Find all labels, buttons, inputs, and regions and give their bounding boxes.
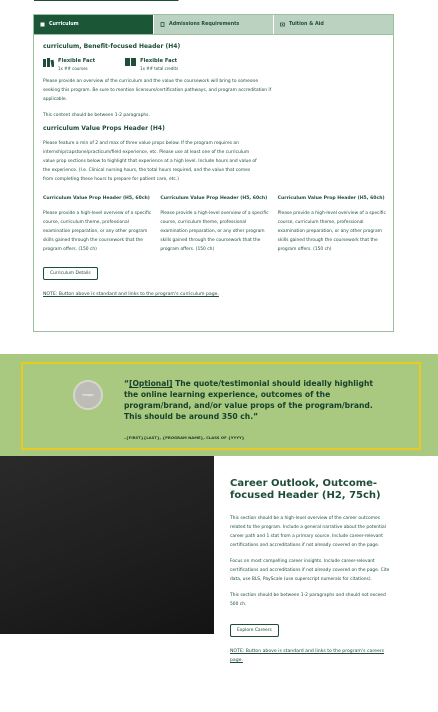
explore-careers-button[interactable]: Explore Careers (230, 624, 279, 637)
value-prop-column (43, 196, 153, 254)
value-prop-title: Curriculum Value Prop Header (H5, 60ch) (277, 196, 385, 201)
career-section (230, 478, 390, 665)
career-header: Career Outlook, Outcome-focused Header (H2, 75ch) (230, 478, 381, 501)
books-icon (43, 58, 54, 67)
testimonial-quote (124, 378, 374, 422)
facts-row (43, 58, 388, 71)
top-note (34, 0, 179, 1)
curriculum-panel (43, 43, 388, 297)
fact-credits (125, 58, 178, 71)
curriculum-header: curriculum, Benefit-focused Header (H4) (43, 43, 181, 50)
value-props-columns (43, 196, 388, 254)
open-book-icon (125, 58, 136, 66)
fact-title: Flexible Fact (58, 58, 96, 64)
career-paragraph: Focus on most compelling career insights. Include career-relevant certifications and accreditations if not already covered on the page. Cite data, use BLS, PayScale (use superscript numerals for citations). (230, 559, 390, 582)
career-button-note[interactable]: NOTE: Button above is standard and links to the program's careers page. (230, 649, 385, 663)
value-prop-title: Curriculum Value Prop Header (H5, 60ch) (43, 196, 150, 201)
fact-subtitle: 1x ## total credits (140, 66, 179, 71)
tab-label: Curriculum (49, 22, 79, 27)
avatar (73, 380, 103, 410)
testimonial-band (0, 354, 438, 456)
testimonial-attribution: –{FIRST}{LAST}, {PROGRAM NAME}, CLASS OF {YYYY} (124, 435, 245, 440)
tab-curriculum[interactable] (34, 15, 154, 34)
value-props-intro: Please feature a min of 2 and max of three value props below. If the program requires an internship/capstone/practicum/field experience, etc. Please use at least one of the curriculum value prop sections below to highlight that experience at a high level. Include hours and value of the experience. (I.e. Clinical nursing hours, the total hours required, and the value that comes from completing these hours to prepare for patient care, etc.) (43, 141, 257, 182)
clipboard-icon (160, 22, 165, 27)
tab-label: Tuition & Aid (289, 22, 324, 27)
tab-bar (34, 15, 393, 35)
testimonial-box (21, 362, 421, 450)
value-prop-column (160, 196, 270, 254)
value-prop-body: Please provide a high-level overview of a specific course, curriculum theme, professional examination preparation, or any other program skills gained through the coursework that the program offers. (150 ch) (43, 211, 152, 252)
avatar-label: Image (82, 393, 94, 397)
value-prop-body: Please provide a high-level overview of a specific course, curriculum theme, professional examination preparation, or any other program skills gained through the coursework that the program offers. (150 ch) (160, 211, 269, 252)
curriculum-overview: Please provide an overview of the curriculum and the value the coursework will bring to someone seeking this program. Be sure to mention licensure/certification pathways, and program accreditation if applicable. (43, 79, 272, 102)
value-prop-body: Please provide a high-level overview of a specific course, curriculum theme, professional examination preparation, or any other program skills gained through the coursework that the program offers. (150 ch) (277, 211, 386, 252)
fact-title: Flexible Fact (140, 58, 178, 64)
fact-courses (43, 58, 95, 71)
value-props-header: curriculum Value Props Header (H4) (43, 125, 165, 132)
value-prop-column (278, 196, 388, 254)
fact-subtitle: 1x ## courses (58, 66, 88, 71)
career-paragraph: This section should be between 1-2 paragraphs and should not exceed 500 ch. (230, 593, 386, 607)
tab-admissions[interactable] (154, 15, 274, 34)
career-image (0, 456, 214, 634)
optional-tag: [Optional] (129, 379, 173, 388)
tab-tuition[interactable] (274, 15, 393, 34)
program-tabs-card (33, 14, 394, 332)
value-prop-title: Curriculum Value Prop Header (H5, 60ch) (160, 196, 268, 201)
money-icon (280, 22, 285, 27)
quote-body: The quote/testimonial should ideally highlight the online learning experience, outcomes of the program/brand, and/or value props of the program/brand. This should be around 350 ch.” (124, 379, 373, 421)
curriculum-details-button[interactable]: Curriculum Details (43, 267, 98, 280)
length-note: This content should be between 1-2 paragraphs. (43, 113, 150, 118)
open-quote: “ (124, 379, 129, 388)
curriculum-button-note[interactable]: NOTE: Button above is standard and links to the program's curriculum page. (43, 292, 219, 297)
career-paragraph: This section should be a high-level overview of the career outcomes related to the program. Include a general narrative about the potential career path and 1 stat from a primary source. Include career-relevant certifications and accreditations if not already covered on the page. (230, 516, 386, 548)
book-icon (40, 22, 45, 27)
tab-label: Admissions Requirements (169, 22, 240, 27)
